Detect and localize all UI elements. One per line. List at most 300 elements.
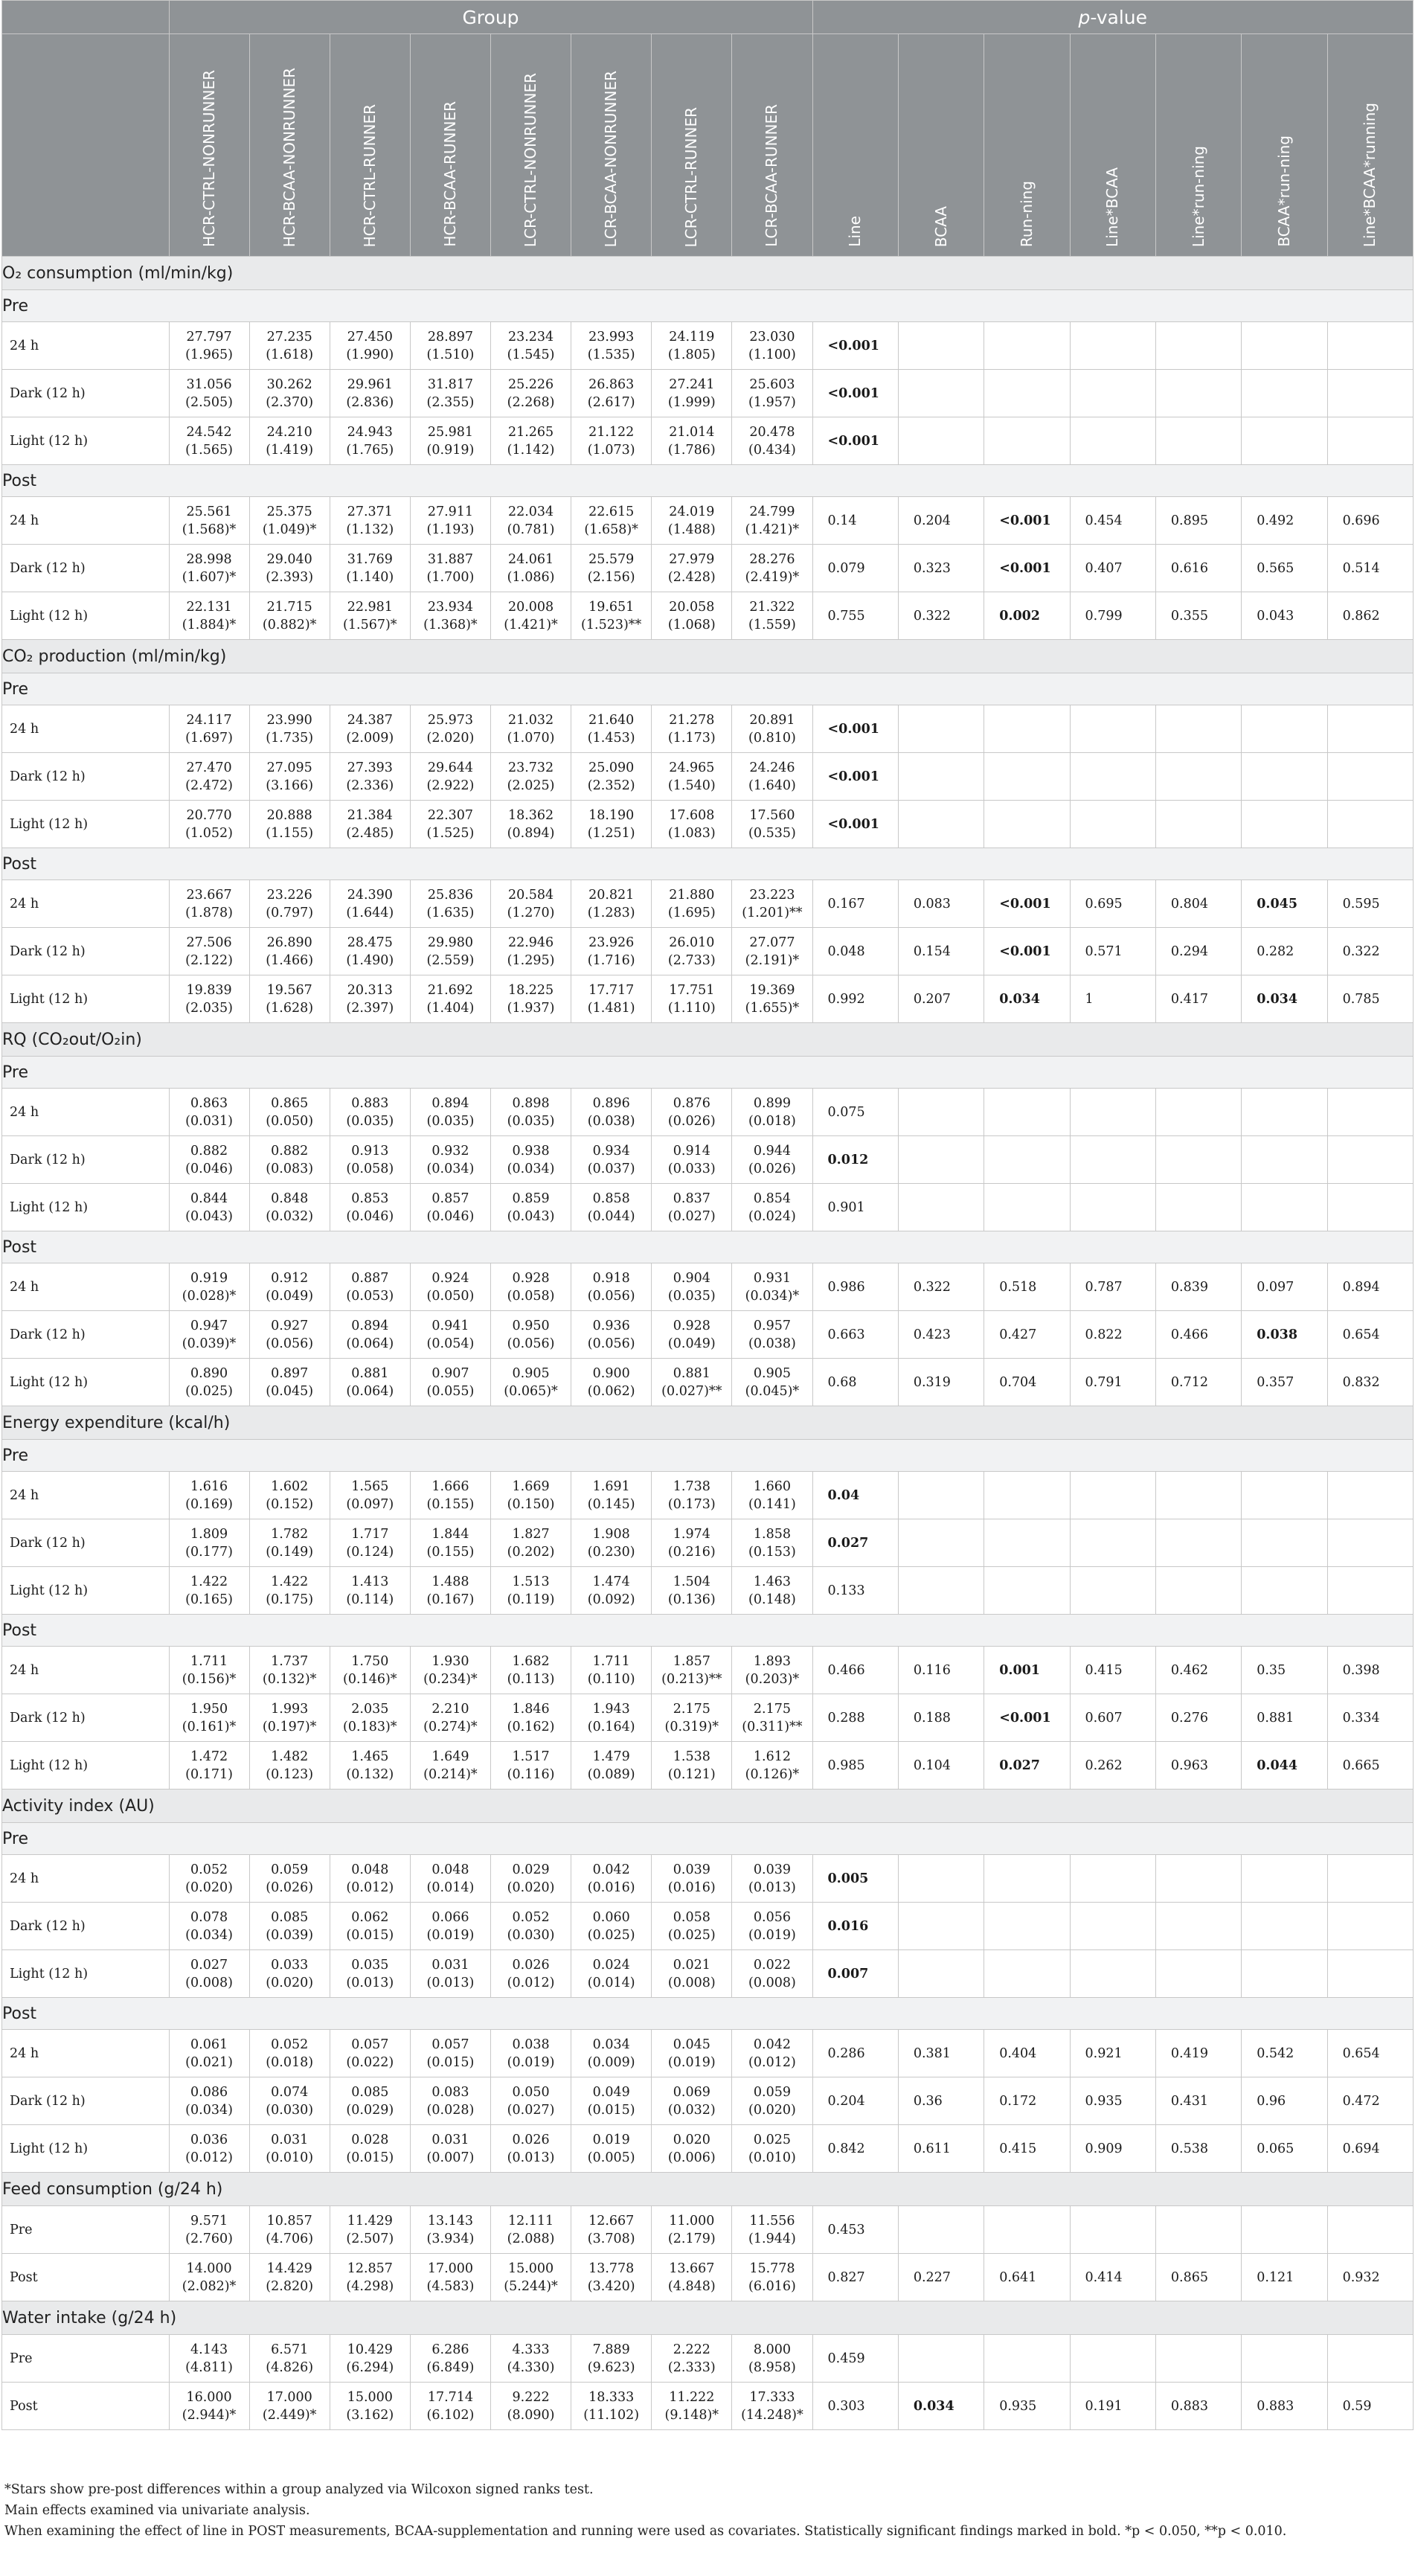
group-value-cell — [652, 592, 732, 640]
table-row — [2, 545, 1414, 592]
sd-value: (0.046) — [185, 1161, 233, 1176]
p-value-cell: 0.079 — [812, 545, 898, 592]
section-title: O₂ consumption (ml/min/kg) — [2, 257, 1414, 290]
sd-value: (1.957) — [748, 394, 796, 410]
p-value-cell — [1155, 705, 1241, 753]
group-column-label: HCR-BCAA-NONRUNNER — [280, 67, 298, 247]
group-value-cell — [491, 545, 571, 592]
group-value-cell — [652, 1136, 732, 1184]
footnote-line: When examining the effect of line in POST measurements, BCAA-supplementation and running were used as covariates. Statistically significant findings marked in bold. *p < 0.050, **p < 0.010. — [4, 2524, 1287, 2539]
row-label: Dark (12 h) — [2, 370, 170, 417]
mean-value: 0.050 — [512, 2084, 550, 2100]
section-title: Energy expenditure (kcal/h) — [2, 1406, 1414, 1440]
group-value-cell — [491, 1184, 571, 1231]
group-value-cell — [410, 1359, 490, 1406]
row-label: Dark (12 h) — [2, 1136, 170, 1184]
mean-value: 0.899 — [753, 1095, 791, 1111]
mean-value: 11.556 — [749, 2213, 795, 2229]
p-value-cell: 0.827 — [812, 2254, 898, 2301]
mean-value: 17.751 — [669, 982, 715, 998]
mean-value: 25.603 — [749, 377, 795, 392]
group-value-cell — [330, 1136, 410, 1184]
p-value-cell: 0.012 — [812, 1136, 898, 1184]
mean-value: 0.062 — [351, 1909, 389, 1925]
p-value-cell: 0.419 — [1155, 2030, 1241, 2077]
sd-value: (0.126)* — [745, 1766, 800, 1782]
mean-value: 21.384 — [347, 807, 393, 823]
p-value-cell — [898, 2206, 984, 2254]
p-value-cell: 0.227 — [898, 2254, 984, 2301]
p-value-cell: 0.901 — [812, 1184, 898, 1231]
group-value-cell — [410, 753, 490, 801]
mean-value: 0.059 — [271, 1862, 309, 1877]
p-value-cell — [898, 1089, 984, 1136]
mean-value: 0.905 — [753, 1365, 791, 1381]
sd-value: (0.781) — [507, 522, 555, 537]
p-value-cell — [1070, 1089, 1155, 1136]
mean-value: 0.898 — [512, 1095, 550, 1111]
mean-value: 1.750 — [351, 1653, 389, 1669]
table-row — [2, 2030, 1414, 2077]
mean-value: 25.375 — [266, 504, 312, 519]
mean-value: 18.362 — [507, 807, 554, 823]
sd-value: (1.695) — [667, 905, 716, 920]
p-value-cell: 0.694 — [1327, 2125, 1413, 2173]
p-value-cell — [1327, 1855, 1413, 1903]
sd-value: (1.618) — [266, 347, 314, 362]
group-value-cell — [732, 975, 812, 1023]
sd-value: (6.016) — [748, 2278, 796, 2294]
sd-value: (0.030) — [507, 1927, 555, 1943]
sd-value: (0.009) — [587, 2054, 635, 2070]
mean-value: 2.210 — [431, 1701, 469, 1717]
mean-value: 0.039 — [673, 1862, 710, 1877]
mean-value: 0.936 — [592, 1318, 630, 1333]
p-value-cell — [1155, 1950, 1241, 1998]
sd-value: (0.119) — [507, 1592, 555, 1607]
group-value-cell — [732, 1903, 812, 1950]
mean-value: 22.981 — [347, 599, 393, 615]
sd-value: (3.166) — [266, 778, 314, 793]
sd-value: (0.034) — [185, 1927, 233, 1943]
sd-value: (2.191)* — [745, 952, 800, 968]
sd-value: (1.049)* — [262, 522, 317, 537]
p-value-cell — [984, 753, 1070, 801]
mean-value: 0.947 — [190, 1318, 228, 1333]
p-value-cell: 0.654 — [1327, 1311, 1413, 1359]
pvalue-header-p: p — [1078, 6, 1091, 28]
sd-value: (0.064) — [346, 1336, 394, 1351]
group-value-cell — [732, 1311, 812, 1359]
group-header: Group — [169, 1, 812, 34]
sd-value: (6.102) — [426, 2407, 475, 2423]
group-value-cell — [330, 1567, 410, 1615]
row-label: Light (12 h) — [2, 2125, 170, 2173]
sd-value: (0.097) — [346, 1496, 394, 1512]
group-value-cell — [330, 2077, 410, 2125]
group-value-cell — [491, 497, 571, 545]
p-value-cell — [984, 322, 1070, 370]
mean-value: 0.957 — [753, 1318, 791, 1333]
p-value-cell — [984, 2206, 1070, 2254]
group-value-cell — [169, 1855, 249, 1903]
group-value-cell — [571, 417, 652, 465]
group-value-cell — [571, 592, 652, 640]
p-value-cell: 0.883 — [1242, 2383, 1327, 2430]
p-value-cell: 0.492 — [1242, 497, 1327, 545]
group-value-cell — [249, 1567, 330, 1615]
sd-value: (0.032) — [667, 2102, 716, 2118]
p-value-cell: 0.002 — [984, 592, 1070, 640]
subsection-title: Pre — [2, 290, 1414, 322]
group-value-cell — [732, 2383, 812, 2430]
group-value-cell — [169, 2077, 249, 2125]
mean-value: 27.797 — [186, 329, 232, 345]
sd-value: (0.028)* — [182, 1288, 237, 1304]
group-value-cell — [330, 975, 410, 1023]
sd-value: (1.193) — [426, 522, 475, 537]
sd-value: (0.092) — [587, 1592, 635, 1607]
group-value-cell — [169, 928, 249, 975]
section-row — [2, 640, 1414, 673]
mean-value: 0.934 — [592, 1143, 630, 1159]
sd-value: (2.617) — [587, 394, 635, 410]
mean-value: 1.488 — [431, 1574, 469, 1589]
mean-value: 0.069 — [673, 2084, 710, 2100]
p-value-cell — [1070, 2206, 1155, 2254]
p-value-cell — [1070, 417, 1155, 465]
p-value-cell: 0.322 — [898, 1263, 984, 1311]
table-row — [2, 753, 1414, 801]
sd-value: (0.049) — [266, 1288, 314, 1304]
subsection-row — [2, 848, 1414, 880]
p-value-cell: 0.407 — [1070, 545, 1155, 592]
sd-value: (0.012) — [748, 2054, 796, 2070]
footnote-line: *Stars show pre-post differences within a group analyzed via Wilcoxon signed ranks test. — [4, 2482, 594, 2497]
p-value-cell: 0.538 — [1155, 2125, 1241, 2173]
sd-value: (1.805) — [667, 347, 716, 362]
subsection-row — [2, 673, 1414, 705]
table-row — [2, 1359, 1414, 1406]
sd-value: (1.523)** — [581, 617, 642, 632]
p-value-cell: 0.415 — [1070, 1647, 1155, 1694]
group-value-cell — [652, 2383, 732, 2430]
mean-value: 23.993 — [588, 329, 635, 345]
mean-value: 0.066 — [431, 1909, 469, 1925]
section-row — [2, 2301, 1414, 2335]
row-label: 24 h — [2, 880, 170, 928]
sd-value: (1.786) — [667, 442, 716, 458]
pvalue-column-label: Line*run-ning — [1189, 145, 1207, 247]
sd-value: (0.274)* — [423, 1719, 478, 1734]
group-value-cell — [410, 928, 490, 975]
p-value-cell: 0.822 — [1070, 1311, 1155, 1359]
group-value-cell — [169, 545, 249, 592]
sd-value: (0.019) — [748, 1927, 796, 1943]
group-value-cell — [491, 1263, 571, 1311]
sd-value: (0.434) — [748, 442, 796, 458]
sd-value: (0.114) — [346, 1592, 394, 1607]
group-value-cell — [571, 2254, 652, 2301]
group-value-cell — [571, 2125, 652, 2173]
p-value-cell: 0.571 — [1070, 928, 1155, 975]
mean-value: 0.061 — [190, 2037, 228, 2052]
group-value-cell — [169, 2254, 249, 2301]
table-row — [2, 1694, 1414, 1742]
mean-value: 0.031 — [271, 2132, 309, 2147]
p-value-cell — [984, 2335, 1070, 2383]
table-row — [2, 1519, 1414, 1567]
sd-value: (0.049) — [667, 1336, 716, 1351]
mean-value: 0.848 — [271, 1191, 309, 1206]
p-value-cell — [1242, 1472, 1327, 1519]
sd-value: (1.419) — [266, 442, 314, 458]
sd-value: (0.113) — [507, 1671, 555, 1687]
row-label: 24 h — [2, 1855, 170, 1903]
mean-value: 28.897 — [427, 329, 474, 345]
mean-value: 0.924 — [431, 1270, 469, 1286]
group-value-cell — [732, 1647, 812, 1694]
sd-value: (0.171) — [185, 1766, 233, 1782]
sd-value: (0.025) — [587, 1927, 635, 1943]
p-value-cell — [1155, 1089, 1241, 1136]
group-value-cell — [169, 1519, 249, 1567]
group-value-cell — [571, 497, 652, 545]
mean-value: 1.413 — [351, 1574, 389, 1589]
row-label: Dark (12 h) — [2, 2077, 170, 2125]
group-value-cell — [330, 1742, 410, 1790]
mean-value: 18.190 — [588, 807, 635, 823]
sd-value: (0.027)** — [661, 1383, 722, 1399]
group-value-cell — [249, 1903, 330, 1950]
row-label: Dark (12 h) — [2, 1903, 170, 1950]
mean-value: 1.602 — [271, 1478, 309, 1494]
mean-value: 19.651 — [588, 599, 635, 615]
sd-value: (3.420) — [587, 2278, 635, 2294]
sd-value: (0.035) — [346, 1113, 394, 1129]
mean-value: 0.894 — [431, 1095, 469, 1111]
group-value-cell — [169, 880, 249, 928]
p-value-cell — [1327, 370, 1413, 417]
group-value-cell — [491, 801, 571, 848]
header-blank-2 — [2, 34, 170, 257]
p-value-cell: <0.001 — [812, 322, 898, 370]
group-value-cell — [491, 753, 571, 801]
sd-value: (1.545) — [507, 347, 555, 362]
sd-value: (1.716) — [587, 952, 635, 968]
p-value-cell: 0.932 — [1327, 2254, 1413, 2301]
group-value-cell — [732, 2125, 812, 2173]
sd-value: (1.635) — [426, 905, 475, 920]
mean-value: 10.857 — [266, 2213, 312, 2229]
table-row — [2, 1089, 1414, 1136]
sd-value: (0.175) — [266, 1592, 314, 1607]
p-value-cell: 0.704 — [984, 1359, 1070, 1406]
header-blank — [2, 1, 170, 34]
sd-value: (0.797) — [266, 905, 314, 920]
p-value-cell: 0.188 — [898, 1694, 984, 1742]
mean-value: 0.854 — [753, 1191, 791, 1206]
row-label: Post — [2, 2383, 170, 2430]
p-value-cell: 0.804 — [1155, 880, 1241, 928]
mean-value: 0.900 — [592, 1365, 630, 1381]
mean-value: 23.732 — [507, 760, 554, 775]
p-value-cell — [1070, 753, 1155, 801]
group-value-cell — [249, 370, 330, 417]
pvalue-column-label: Run-ning — [1017, 180, 1036, 247]
mean-value: 1.682 — [512, 1653, 550, 1669]
pvalue-column-header — [1155, 34, 1241, 257]
mean-value: 20.888 — [266, 807, 312, 823]
mean-value: 15.000 — [507, 2261, 554, 2276]
sd-value: (1.201)** — [742, 905, 803, 920]
mean-value: 20.478 — [749, 424, 795, 440]
mean-value: 20.058 — [669, 599, 715, 615]
p-value-cell — [1242, 417, 1327, 465]
mean-value: 20.584 — [507, 887, 554, 903]
group-value-cell — [330, 753, 410, 801]
group-value-cell — [169, 801, 249, 848]
mean-value: 1.974 — [673, 1526, 710, 1542]
group-value-cell — [571, 1694, 652, 1742]
sd-value: (0.031) — [185, 1113, 233, 1129]
group-value-cell — [410, 2335, 490, 2383]
section-row — [2, 257, 1414, 290]
group-value-cell — [410, 1855, 490, 1903]
group-value-cell — [169, 1567, 249, 1615]
group-value-cell — [249, 2030, 330, 2077]
p-value-cell: <0.001 — [984, 928, 1070, 975]
sd-value: (1.965) — [185, 347, 233, 362]
sd-value: (0.167) — [426, 1592, 475, 1607]
sd-value: (2.009) — [346, 730, 394, 746]
mean-value: 1.513 — [512, 1574, 550, 1589]
group-value-cell — [571, 1311, 652, 1359]
table-row — [2, 1855, 1414, 1903]
group-value-cell — [169, 705, 249, 753]
mean-value: 23.223 — [749, 887, 795, 903]
group-value-cell — [732, 322, 812, 370]
mean-value: 0.019 — [592, 2132, 630, 2147]
table-row — [2, 322, 1414, 370]
p-value-cell: 0.14 — [812, 497, 898, 545]
p-value-cell — [898, 1519, 984, 1567]
group-value-cell — [491, 1694, 571, 1742]
sd-value: (2.485) — [346, 825, 394, 841]
mean-value: 21.715 — [266, 599, 312, 615]
mean-value: 0.024 — [592, 1957, 630, 1973]
group-value-cell — [652, 1647, 732, 1694]
group-value-cell — [732, 2335, 812, 2383]
section-title: RQ (CO₂out/O₂in) — [2, 1023, 1414, 1057]
group-value-cell — [410, 1472, 490, 1519]
group-value-cell — [732, 1950, 812, 1998]
mean-value: 0.858 — [592, 1191, 630, 1206]
mean-value: 20.313 — [347, 982, 393, 998]
group-value-cell — [571, 1647, 652, 1694]
sd-value: (1.525) — [426, 825, 475, 841]
sd-value: (1.658)* — [584, 522, 638, 537]
p-value-cell — [1155, 2206, 1241, 2254]
sd-value: (0.062) — [587, 1383, 635, 1399]
p-value-cell — [984, 705, 1070, 753]
sd-value: (1.607)* — [182, 569, 237, 585]
mean-value: 7.889 — [592, 2342, 630, 2357]
p-value-cell — [1070, 1855, 1155, 1903]
table-row — [2, 1950, 1414, 1998]
mean-value: 31.769 — [347, 551, 393, 567]
group-value-cell — [732, 1359, 812, 1406]
mean-value: 24.965 — [669, 760, 715, 775]
sd-value: (0.008) — [667, 1975, 716, 1990]
mean-value: 1.943 — [592, 1701, 630, 1717]
group-value-cell — [491, 2125, 571, 2173]
p-value-cell — [1070, 1950, 1155, 1998]
sd-value: (0.153) — [748, 1544, 796, 1560]
p-value-cell: 0.423 — [898, 1311, 984, 1359]
mean-value: 0.944 — [753, 1143, 791, 1159]
group-value-cell — [169, 2383, 249, 2430]
sd-value: (2.733) — [667, 952, 716, 968]
subsection-row — [2, 1231, 1414, 1263]
mean-value: 0.026 — [512, 2132, 550, 2147]
group-value-cell — [652, 1903, 732, 1950]
header-row-1 — [2, 1, 1414, 34]
group-value-cell — [249, 1647, 330, 1694]
mean-value: 24.061 — [507, 551, 554, 567]
p-value-cell: 0.565 — [1242, 545, 1327, 592]
mean-value: 0.859 — [512, 1191, 550, 1206]
row-label: Post — [2, 2254, 170, 2301]
group-value-cell — [169, 417, 249, 465]
group-value-cell — [652, 1742, 732, 1790]
sd-value: (1.142) — [507, 442, 555, 458]
p-value-cell — [1070, 1136, 1155, 1184]
mean-value: 25.090 — [588, 760, 635, 775]
p-value-cell: <0.001 — [812, 417, 898, 465]
group-value-cell — [249, 2125, 330, 2173]
subsection-row — [2, 1998, 1414, 2030]
sd-value: (0.050) — [266, 1113, 314, 1129]
group-column-label: HCR-CTRL-RUNNER — [360, 103, 379, 247]
p-value-cell: 0.288 — [812, 1694, 898, 1742]
mean-value: 27.979 — [669, 551, 715, 567]
p-value-cell: 0.172 — [984, 2077, 1070, 2125]
sd-value: (1.404) — [426, 1000, 475, 1016]
sd-value: (0.045) — [266, 1383, 314, 1399]
group-value-cell — [249, 1136, 330, 1184]
sd-value: (0.034) — [426, 1161, 475, 1176]
row-label: Light (12 h) — [2, 417, 170, 465]
group-value-cell — [249, 928, 330, 975]
mean-value: 17.000 — [266, 2389, 312, 2405]
p-value-cell — [1070, 1472, 1155, 1519]
p-value-cell: 0.607 — [1070, 1694, 1155, 1742]
sd-value: (8.958) — [748, 2359, 796, 2375]
mean-value: 0.036 — [190, 2132, 228, 2147]
table-row — [2, 1184, 1414, 1231]
group-value-cell — [410, 417, 490, 465]
p-value-cell: 0.459 — [812, 2335, 898, 2383]
group-value-cell — [330, 1359, 410, 1406]
p-value-cell: 0.322 — [898, 592, 984, 640]
section-row — [2, 1790, 1414, 1823]
group-value-cell — [169, 2335, 249, 2383]
sd-value: (6.849) — [426, 2359, 475, 2375]
sd-value: (0.025) — [185, 1383, 233, 1399]
group-value-cell — [410, 2125, 490, 2173]
group-value-cell — [169, 1359, 249, 1406]
